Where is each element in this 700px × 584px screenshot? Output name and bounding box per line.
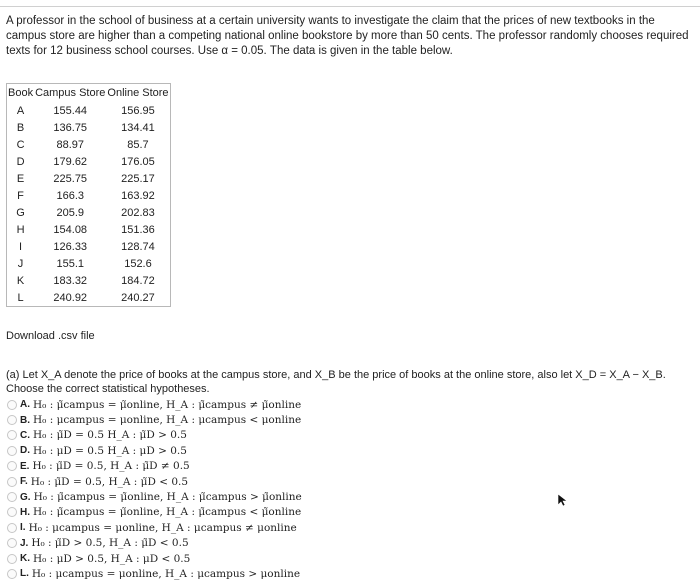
radio-button[interactable] [7,569,17,579]
book-cell: A [16,104,25,117]
option-text: H₀ : μD = 0.5 H_A : μD > 0.5 [33,444,187,457]
radio-button[interactable] [7,430,17,440]
table-row [7,119,171,136]
option-label: H. [20,506,30,518]
option-h[interactable] [7,505,302,520]
option-g[interactable] [7,489,302,504]
option-text: H₀ : μD > 0.5, H_A : μD < 0.5 [33,552,191,565]
option-a[interactable] [7,397,302,412]
table-row [7,221,171,238]
campus-price-cell: 154.08 [53,223,88,236]
campus-price-cell: 240.92 [53,291,88,304]
option-f[interactable] [7,474,302,489]
option-label: D. [20,445,30,457]
option-text: H₀ : μ̃campus = μ̃online, H_A : μ̃campus > μ̃online [33,491,302,504]
table-row [7,187,171,204]
table-header-row [7,84,171,103]
online-price-cell: 128.74 [121,240,155,253]
radio-button[interactable] [7,492,17,502]
online-price-cell: 176.05 [121,155,155,168]
option-label: I. [20,522,26,534]
campus-price-cell: 183.32 [53,274,88,287]
campus-price-cell: 88.97 [56,138,84,151]
radio-button[interactable] [7,477,17,487]
option-label: K. [20,553,30,565]
option-text: H₀ : μ̃D > 0.5, H_A : μ̃D < 0.5 [31,537,189,550]
radio-button[interactable] [7,400,17,410]
option-k[interactable] [7,551,302,566]
option-label: C. [20,429,30,441]
book-cell: I [19,240,23,253]
table-row [7,289,171,307]
mouse-cursor-icon [557,493,569,507]
question-a: (a) Let X_A denote the price of books at the campus store, and X_B be the price of books at the online store, also let X_D = X_A − X_B. Choose the correct statistical hypotheses. [6,369,666,395]
online-price-cell: 184.72 [121,274,155,287]
header-online-store: Online Store [107,87,169,99]
option-text: H₀ : μcampus = μonline, H_A : μcampus < μonline [33,414,302,427]
option-l[interactable] [7,566,302,581]
option-text: H₀ : μcampus = μonline, H_A : μcampus ≠ μonline [28,521,297,534]
online-price-cell: 163.92 [121,189,155,202]
option-d[interactable] [7,443,302,458]
campus-price-cell: 205.9 [56,206,84,219]
radio-button[interactable] [7,507,17,517]
radio-button[interactable] [7,554,17,564]
online-price-cell: 240.27 [121,291,155,304]
table-row [7,204,171,221]
option-e[interactable] [7,459,302,474]
option-text: H₀ : μ̃campus = μ̃online, H_A : μ̃campus ≠ μ̃online [33,398,302,411]
option-b[interactable] [7,412,302,427]
radio-button[interactable] [7,415,17,425]
table-row [7,272,171,289]
radio-button[interactable] [7,538,17,548]
campus-price-cell: 155.1 [56,257,84,270]
option-label: A. [20,399,30,411]
option-c[interactable] [7,428,302,443]
book-cell: G [16,206,25,219]
option-label: F. [20,476,28,488]
table-row [7,170,171,187]
option-text: H₀ : μcampus = μonline, H_A : μcampus > μonline [31,567,301,580]
book-cell: C [16,138,25,151]
campus-price-cell: 179.62 [53,155,88,168]
campus-price-cell: 155.44 [53,104,88,117]
radio-button[interactable] [7,523,17,533]
book-cell: H [16,223,25,236]
header-campus-store: Campus Store [35,87,106,99]
book-cell: K [16,274,25,287]
book-cell: E [16,172,25,185]
book-cell: L [17,291,24,304]
campus-price-cell: 126.33 [53,240,88,253]
campus-price-cell: 225.75 [53,172,88,185]
option-text: H₀ : μ̃D = 0.5, H_A : μ̃D ≠ 0.5 [32,460,190,473]
table-row [7,238,171,255]
online-price-cell: 134.41 [121,121,155,134]
online-price-cell: 156.95 [121,104,155,117]
online-price-cell: 85.7 [127,138,149,151]
hypothesis-options [7,397,302,582]
option-label: B. [20,414,30,426]
campus-price-cell: 136.75 [53,121,88,134]
option-j[interactable] [7,536,302,551]
online-price-cell: 151.36 [121,223,155,236]
option-text: H₀ : μ̃D = 0.5 H_A : μ̃D > 0.5 [33,429,187,442]
option-label: E. [20,460,30,472]
book-cell: F [17,189,24,202]
book-cell: B [16,121,25,134]
header-book: Book [8,87,34,99]
option-label: L. [20,568,29,580]
table-row [7,153,171,170]
online-price-cell: 225.17 [121,172,155,185]
problem-intro: A professor in the school of business at a certain university wants to investigate the claim that the prices of new textbooks in the campus store are higher than a competing national online bookstore by more than 50 cents. The professor randomly chooses required texts for 12 business school courses. Use α = 0.05. The data is given in the table below. [6,15,689,57]
option-i[interactable] [7,520,302,535]
option-label: G. [20,491,31,503]
option-text: H₀ : μ̃campus = μ̃online, H_A : μ̃campus < μ̃online [33,506,302,519]
top-divider [0,6,700,7]
campus-price-cell: 166.3 [56,189,84,202]
table-row [7,136,171,153]
online-price-cell: 202.83 [121,206,155,219]
book-cell: D [16,155,25,168]
data-table [6,83,171,307]
download-csv-link[interactable]: Download .csv file [6,330,95,342]
table-row [7,102,171,119]
online-price-cell: 152.6 [124,257,152,270]
option-label: J. [20,537,29,549]
radio-button[interactable] [7,461,17,471]
radio-button[interactable] [7,446,17,456]
table-row [7,255,171,272]
book-cell: J [17,257,24,270]
option-text: H₀ : μ̃D = 0.5, H_A : μ̃D < 0.5 [30,475,189,488]
